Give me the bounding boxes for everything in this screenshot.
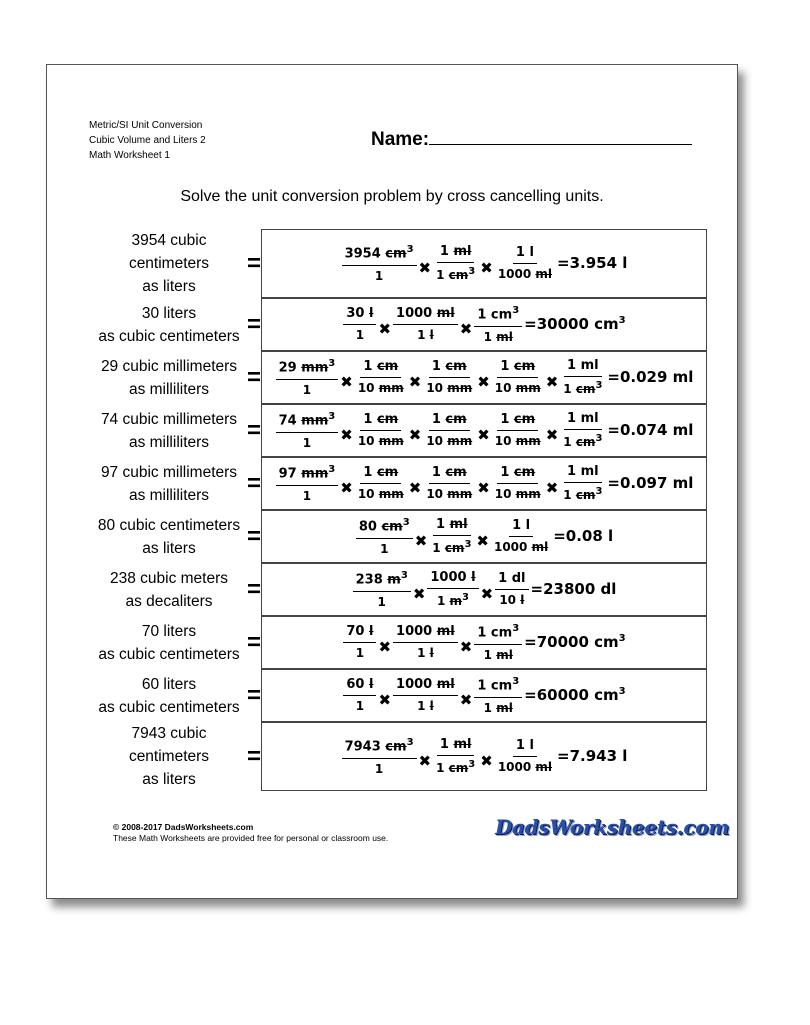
problem-row-3 xyxy=(47,351,737,404)
answer-box xyxy=(261,563,707,616)
answer-box xyxy=(261,616,707,669)
conversion-expression: $\frac{30 l}{1}$ ✖ $\frac{1000 ml}{1 l}$ ✖ $\frac{1 cm^3}{1 ml}$ =30000 $cm^3$ xyxy=(342,305,625,343)
result: =23800 dl xyxy=(530,580,617,599)
answer-box xyxy=(261,510,707,563)
equals-sign: = xyxy=(246,416,261,444)
conversion-expression: $\frac{70 l}{1}$ ✖ $\frac{1000 ml}{1 l}$ ✖ $\frac{1 cm^3}{1 ml}$ =70000 $cm^3$ xyxy=(342,623,625,661)
answer-box xyxy=(261,669,707,722)
equals-sign: = xyxy=(246,469,261,497)
result: =7.943 l xyxy=(557,747,628,766)
conversion-expression: $\frac{29 mm^3}{1}$ ✖ $\frac{1 cm}{10 mm}$ ✖ $\frac{1 cm}{10 mm}$ ✖ $\frac{1 cm}{10 mm}$ ✖ $\frac{1 ml}{1 cm^3}$ =0.029 ml xyxy=(275,358,694,396)
question: 97 cubic millimeters as milliliters xyxy=(100,463,238,504)
name-field xyxy=(371,127,692,151)
equals-sign: = xyxy=(246,742,261,770)
answer-box xyxy=(261,404,707,457)
question: 74 cubic millimeters as milliliters xyxy=(100,410,238,451)
conversion-expression: $\frac{60 l}{1}$ ✖ $\frac{1000 ml}{1 l}$ ✖ $\frac{1 cm^3}{1 ml}$ =60000 $cm^3$ xyxy=(342,676,625,714)
question: 60 liters as cubic centimeters xyxy=(98,675,240,716)
question: 70 liters as cubic centimeters xyxy=(98,622,240,663)
problem-row-1 xyxy=(47,229,737,298)
result: =60000 cm xyxy=(524,686,619,705)
worksheet-header xyxy=(89,118,206,163)
result: =30000 cm xyxy=(524,315,619,334)
equals-sign: = xyxy=(246,681,261,709)
conversion-expression: $\frac{3954 cm^3}{1}$ ✖ $\frac{1 ml}{1 cm^3}$ ✖ $\frac{1 l}{1000 ml}$ =3.954 l xyxy=(341,244,628,282)
answer-box xyxy=(261,298,707,351)
answer-box xyxy=(261,229,707,298)
dadsworksheets-logo: DadsWorksheets.com xyxy=(495,815,730,839)
answer-box xyxy=(261,722,707,791)
question: 3954 cubic centimeters as liters xyxy=(128,232,210,295)
problem-row-8 xyxy=(47,616,737,669)
conversion-expression: $\frac{97 mm^3}{1}$ ✖ $\frac{1 cm}{10 mm}$ ✖ $\frac{1 cm}{10 mm}$ ✖ $\frac{1 cm}{10 mm}$ ✖ $\frac{1 ml}{1 cm^3}$ =0.097 ml xyxy=(275,464,694,502)
name-line[interactable] xyxy=(429,127,692,145)
result: =0.097 ml xyxy=(607,474,694,493)
question: 30 liters as cubic centimeters xyxy=(98,304,240,345)
result: =0.08 l xyxy=(553,527,614,546)
footer-note: These Math Worksheets are provided free for personal or classroom use. xyxy=(113,833,389,843)
header-line-1: Metric/SI Unit Conversion xyxy=(89,120,203,131)
conversion-expression: $\frac{238 m^3}{1}$ ✖ $\frac{1000 l}{1 m^3}$ ✖ $\frac{1 dl}{10 l}$ =23800 dl xyxy=(352,570,617,608)
equals-sign: = xyxy=(246,575,261,603)
name-label: Name: xyxy=(371,129,430,150)
equals-sign: = xyxy=(246,522,261,550)
conversion-expression: $\frac{74 mm^3}{1}$ ✖ $\frac{1 cm}{10 mm}$ ✖ $\frac{1 cm}{10 mm}$ ✖ $\frac{1 cm}{10 mm}$ ✖ $\frac{1 ml}{1 cm^3}$ =0.074 ml xyxy=(275,411,694,449)
result: =3.954 l xyxy=(557,254,628,273)
conversion-expression: $\frac{80 cm^3}{1}$ ✖ $\frac{1 ml}{1 cm^3}$ ✖ $\frac{1 l}{1000 ml}$ =0.08 l xyxy=(355,517,613,555)
problem-row-5 xyxy=(47,457,737,510)
equals-sign: = xyxy=(246,310,261,338)
answer-box xyxy=(261,351,707,404)
question: 29 cubic millimeters as milliliters xyxy=(100,357,238,398)
result: =0.029 ml xyxy=(607,368,694,387)
question: 7943 cubic centimeters as liters xyxy=(128,725,210,788)
problem-row-10 xyxy=(47,722,737,791)
equals-sign: = xyxy=(246,363,261,391)
header-line-3: Math Worksheet 1 xyxy=(89,150,170,161)
question: 238 cubic meters as decaliters xyxy=(109,569,229,610)
problem-row-9 xyxy=(47,669,737,722)
result: =70000 cm xyxy=(524,633,619,652)
problem-row-2 xyxy=(47,298,737,351)
answer-box xyxy=(261,457,707,510)
problem-row-4 xyxy=(47,404,737,457)
equals-sign: = xyxy=(246,628,261,656)
header-line-2: Cubic Volume and Liters 2 xyxy=(89,135,206,146)
copyright: © 2008-2017 DadsWorksheets.com xyxy=(113,822,254,832)
equals-sign: = xyxy=(246,249,261,277)
conversion-expression: $\frac{7943 cm^3}{1}$ ✖ $\frac{1 ml}{1 cm^3}$ ✖ $\frac{1 l}{1000 ml}$ =7.943 l xyxy=(341,737,628,775)
problem-row-6 xyxy=(47,510,737,563)
worksheet-page xyxy=(46,64,738,899)
footer xyxy=(113,822,388,844)
instructions: Solve the unit conversion problem by cross cancelling units. xyxy=(180,188,604,205)
result: =0.074 ml xyxy=(607,421,694,440)
question: 80 cubic centimeters as liters xyxy=(97,516,241,557)
problem-row-7 xyxy=(47,563,737,616)
